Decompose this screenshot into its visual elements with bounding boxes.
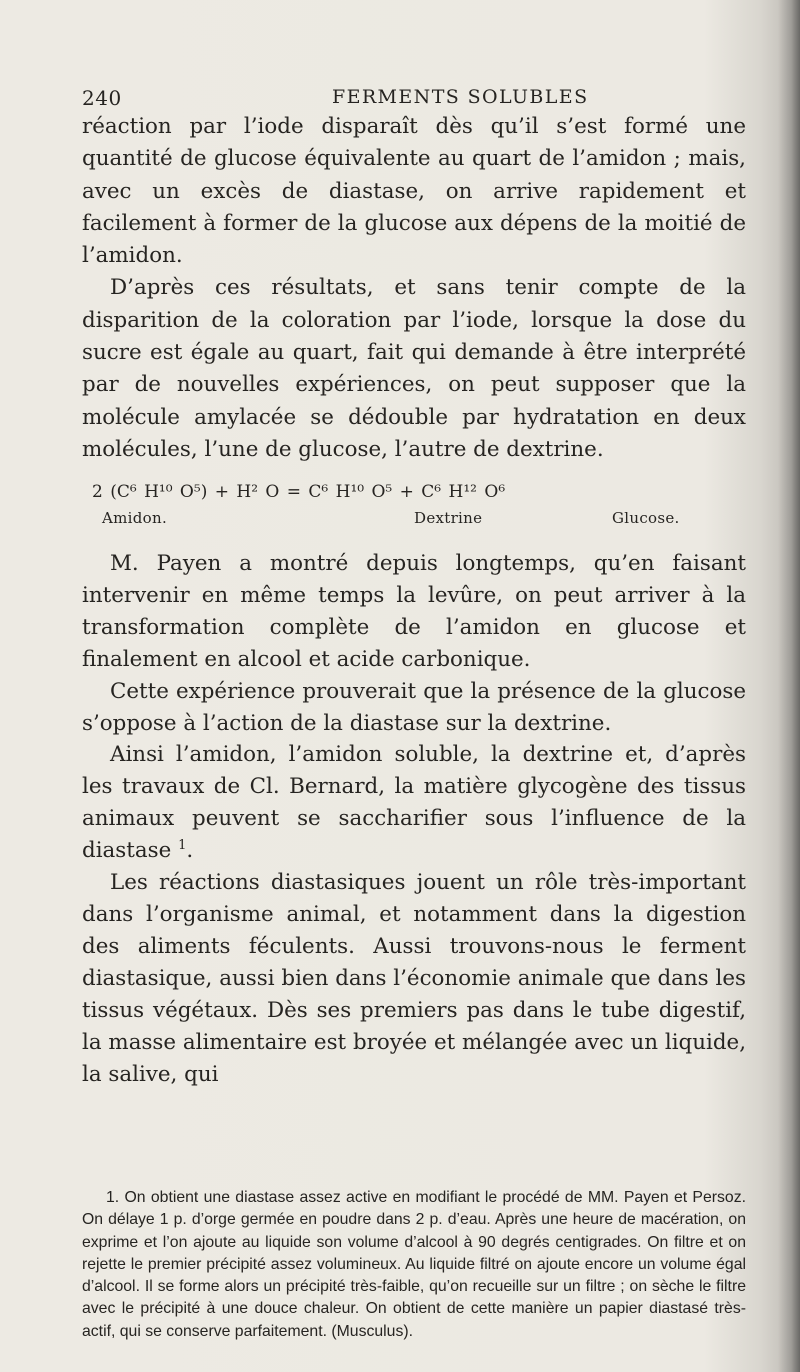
paragraph-text: Ainsi l’amidon, l’amidon soluble, la dextrine et, d’après les travaux de Cl. Bernard, la matière glycogène des tissus animaux peuvent se saccharifier sous l’influence de la diastase — [82, 742, 746, 864]
paragraph: Ainsi l’amidon, l’amidon soluble, la dextrine et, d’après les travaux de Cl. Bernard, la matière glycogène des tissus animaux peuvent se saccharifier sous l’influence de la diastase $^1$. — [82, 742, 746, 864]
paragraph: Cette expérience prouverait que la présence de la glucose s’oppose à l’action de la diastase sur la dextrine. — [82, 678, 746, 736]
page-edge-shadow — [778, 0, 800, 1372]
footnote-text: 1. On obtient une diastase assez active en modifiant le procédé de MM. Payen et Persoz. On délaye 1 p. d’orge germée en poudre dans 2 p. d’eau. Après une heure de macération, on exprime et l’on ajoute au liquide son volume d’alcool à 90 degrés centigrades. On filtre et on rejette le premier précipité assez volumineux. Au liquide filtré on ajoute encore un volume égal d’alcool. Il se forme alors un précipité très-faible, qu’on recueille sur un filtre ; on sèche le filtre avec le précipité à une douce chaleur. On obtient de cette manière un papier diastasé très-actif, qui se conserve parfaitement. (Musculus). — [82, 1189, 746, 1340]
paragraph: M. Payen a montré depuis longtemps, qu’en faisant intervenir en même temps la levûre, on peut arriver à la transformation complète de l’amidon en glucose et finalement en alcool et acide carbonique. — [82, 551, 746, 672]
equation-label-dextrine: Dextrine — [414, 509, 483, 527]
equation-label-amidon: Amidon. — [102, 509, 168, 527]
footnote — [82, 1187, 746, 1343]
running-title: FERMENTS SOLUBLES — [332, 86, 589, 108]
paragraph: réaction par l’iode disparaît dès qu’il s’est formé une quantité de glucose équivalente au quart de l’amidon ; mais, avec un excès de diastase, on arrive rapidement et facilement à former de la glucose aux dépens de la moitié de l’amidon. — [82, 114, 746, 269]
paragraph: Les réactions diastasiques jouent un rôle très-important dans l’organisme animal, et notamment dans la digestion des aliments féculents. Aussi trouvons-nous le ferment diastasique, aussi bien dans l’économie animale que dans les tissus végétaux. Dès ses premiers pas dans le tube digestif, la masse alimentaire est broyée et mélangée avec un liquide, la salive, qui — [82, 870, 746, 1087]
footnote-reference: 1 — [178, 838, 187, 854]
page-header — [82, 86, 746, 114]
equation-text: 2 (C⁶ H¹⁰ O⁵) + H² O = C⁶ H¹⁰ O⁵ + C⁶ H¹² O⁶ — [92, 482, 506, 502]
page-number: 240 — [82, 86, 122, 110]
chemical-equation — [92, 482, 742, 542]
body-text-bottom — [82, 548, 746, 1090]
paragraph: D’après ces résultats, et sans tenir compte de la disparition de la coloration par l’iode, lorsque la dose du sucre est égale au quart, fait qui demande à être interprété par de nouvelles expériences, on peut supposer que la molécule amylacée se dédouble par hydratation en deux molécules, l’une de glucose, l’autre de dextrine. — [82, 275, 746, 462]
equation-label-glucose: Glucose. — [612, 509, 680, 527]
body-text-top — [82, 111, 746, 466]
